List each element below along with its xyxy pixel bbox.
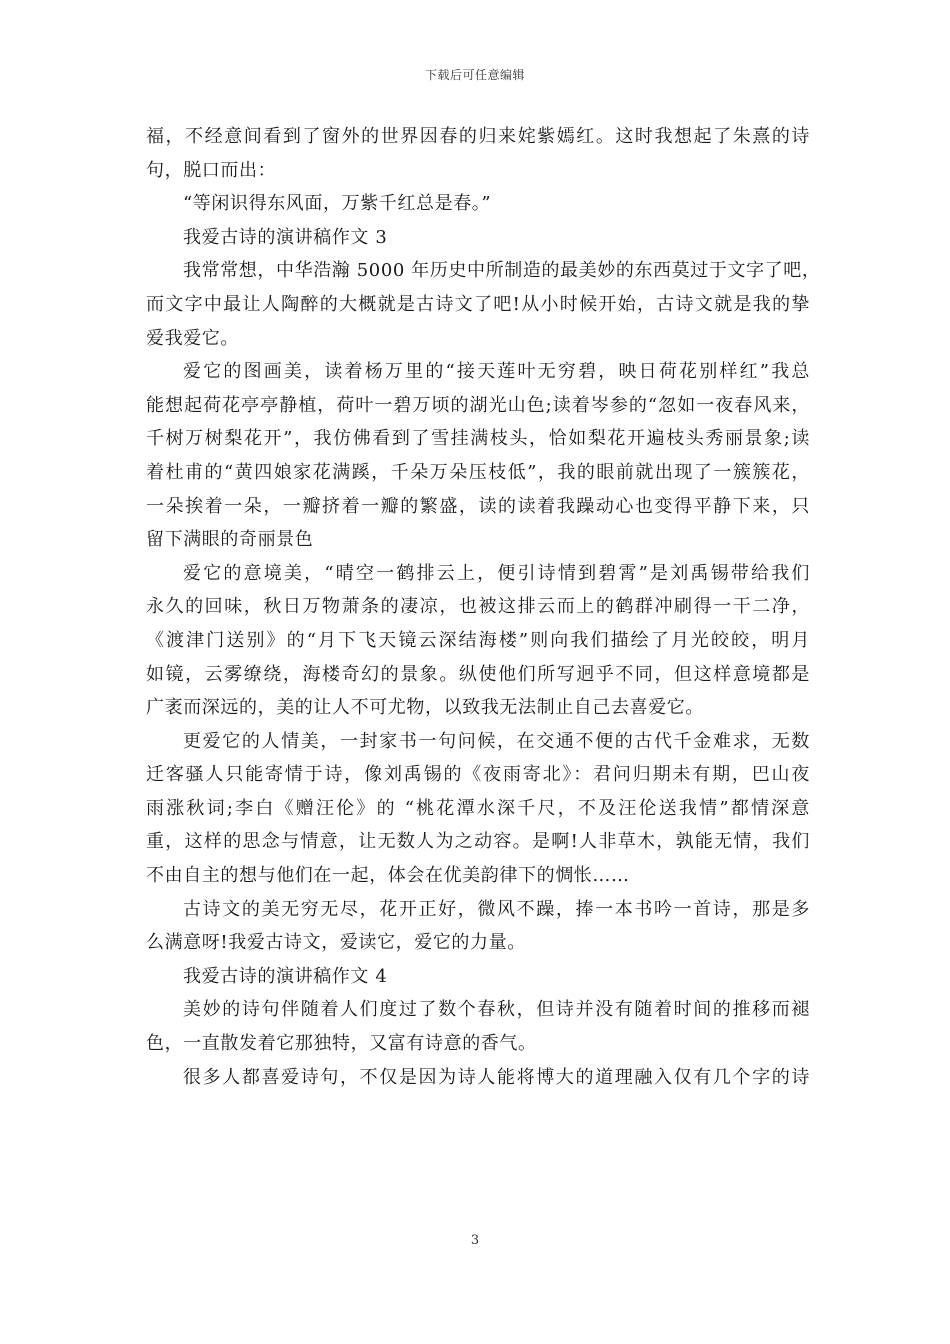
- text-line: 爱它的意境美，“晴空一鹤排云上，便引诗情到碧霄”是刘禹锡带给我们: [183, 562, 810, 584]
- text-line: 留下满眼的奇丽景色: [146, 529, 314, 551]
- text-line: 如镜，云雾缭绕，海楼奇幻的景象。纵使他们所写迥乎不同，但这样意境都是: [146, 663, 810, 685]
- text-line: 古诗文的美无穷无尽，花开正好，微风不躁，捧一本书吟一首诗，那是多: [183, 898, 810, 920]
- page-header: 下载后可任意编辑: [424, 68, 525, 82]
- text-line: 千树万树梨花开”，我仿佛看到了雪挂满枝头，恰如梨花开遍枝头秀丽景象;读: [146, 428, 810, 450]
- text-line: 爱我爱它。: [146, 327, 239, 349]
- page-number: 3: [470, 1233, 480, 1248]
- text-line: 很多人都喜爱诗句，不仅是因为诗人能将博大的道理融入仅有几个字的诗: [183, 1066, 810, 1088]
- text-line: 雨涨秋词;李白《赠汪伦》的 “桃花潭水深千尺，不及汪伦送我情”都情深意: [146, 797, 810, 819]
- text-line: 更爱它的人情美，一封家书一句问候，在交通不便的古代千金难求，无数: [183, 730, 810, 752]
- text-line: 么满意呀!我爱古诗文，爱读它，爱它的力量。: [146, 932, 526, 954]
- text-line: 永久的回味，秋日万物萧条的凄凉，也被这排云而上的鹤群冲刷得一干二净，: [146, 596, 810, 618]
- text-line: 《渡津门送别》的“月下飞天镜云深结海楼”则向我们描绘了月光皎皎，明月: [146, 629, 810, 651]
- text-line: 一朵挨着一朵，一瓣挤着一瓣的繁盛，读的读着我躁动心也变得平静下来，只: [146, 495, 810, 517]
- text-line: 色，一直散发着它那独特，又富有诗意的香气。: [146, 1033, 537, 1055]
- text-line: 着杜甫的“黄四娘家花满蹊，千朵万朵压枝低”，我的眼前就出现了一簇簇花，: [146, 461, 810, 483]
- text-line: 重，这样的思念与情意，让无数人为之动容。是啊!人非草木，孰能无情，我们: [146, 831, 810, 853]
- text-line: 而文字中最让人陶醉的大概就是古诗文了吧!从小时候开始，古诗文就是我的挚: [146, 293, 810, 315]
- text-line: 迁客骚人只能寄情于诗，像刘禹锡的《夜雨寄北》：君问归期未有期，巴山夜: [146, 764, 810, 786]
- text-line: 不由自主的想与他们在一起，体会在优美韵律下的惆怅……: [146, 865, 630, 887]
- text-line: 我爱古诗的演讲稿作文 3: [183, 226, 388, 248]
- text-line: 句，脱口而出：: [146, 159, 277, 181]
- text-line: 广袤而深远的，美的让人不可尤物，以致我无法制止自己去喜爱它。: [146, 697, 704, 719]
- text-line: 爱它的图画美，读着杨万里的“接天莲叶无穷碧，映日荷花别样红”我总: [183, 361, 810, 383]
- text-line: 我爱古诗的演讲稿作文 4: [183, 965, 388, 987]
- text-line: “等闲识得东风面，万紫千红总是春。”: [183, 193, 492, 215]
- body-text: [146, 120, 821, 1094]
- text-line: 福，不经意间看到了窗外的世界因春的归来姹紫嫣红。这时我想起了朱熹的诗: [146, 126, 810, 147]
- text-line: 能想起荷花亭亭静植，荷叶一碧万顷的湖光山色;读着岑参的“忽如一夜春风来，: [146, 394, 810, 416]
- text-line: 美妙的诗句伴随着人们度过了数个春秋，但诗并没有随着时间的推移而褪: [183, 999, 810, 1021]
- text-line: 我常常想，中华浩瀚 5000 年历史中所制造的最美妙的东西莫过于文字了吧，: [183, 260, 821, 282]
